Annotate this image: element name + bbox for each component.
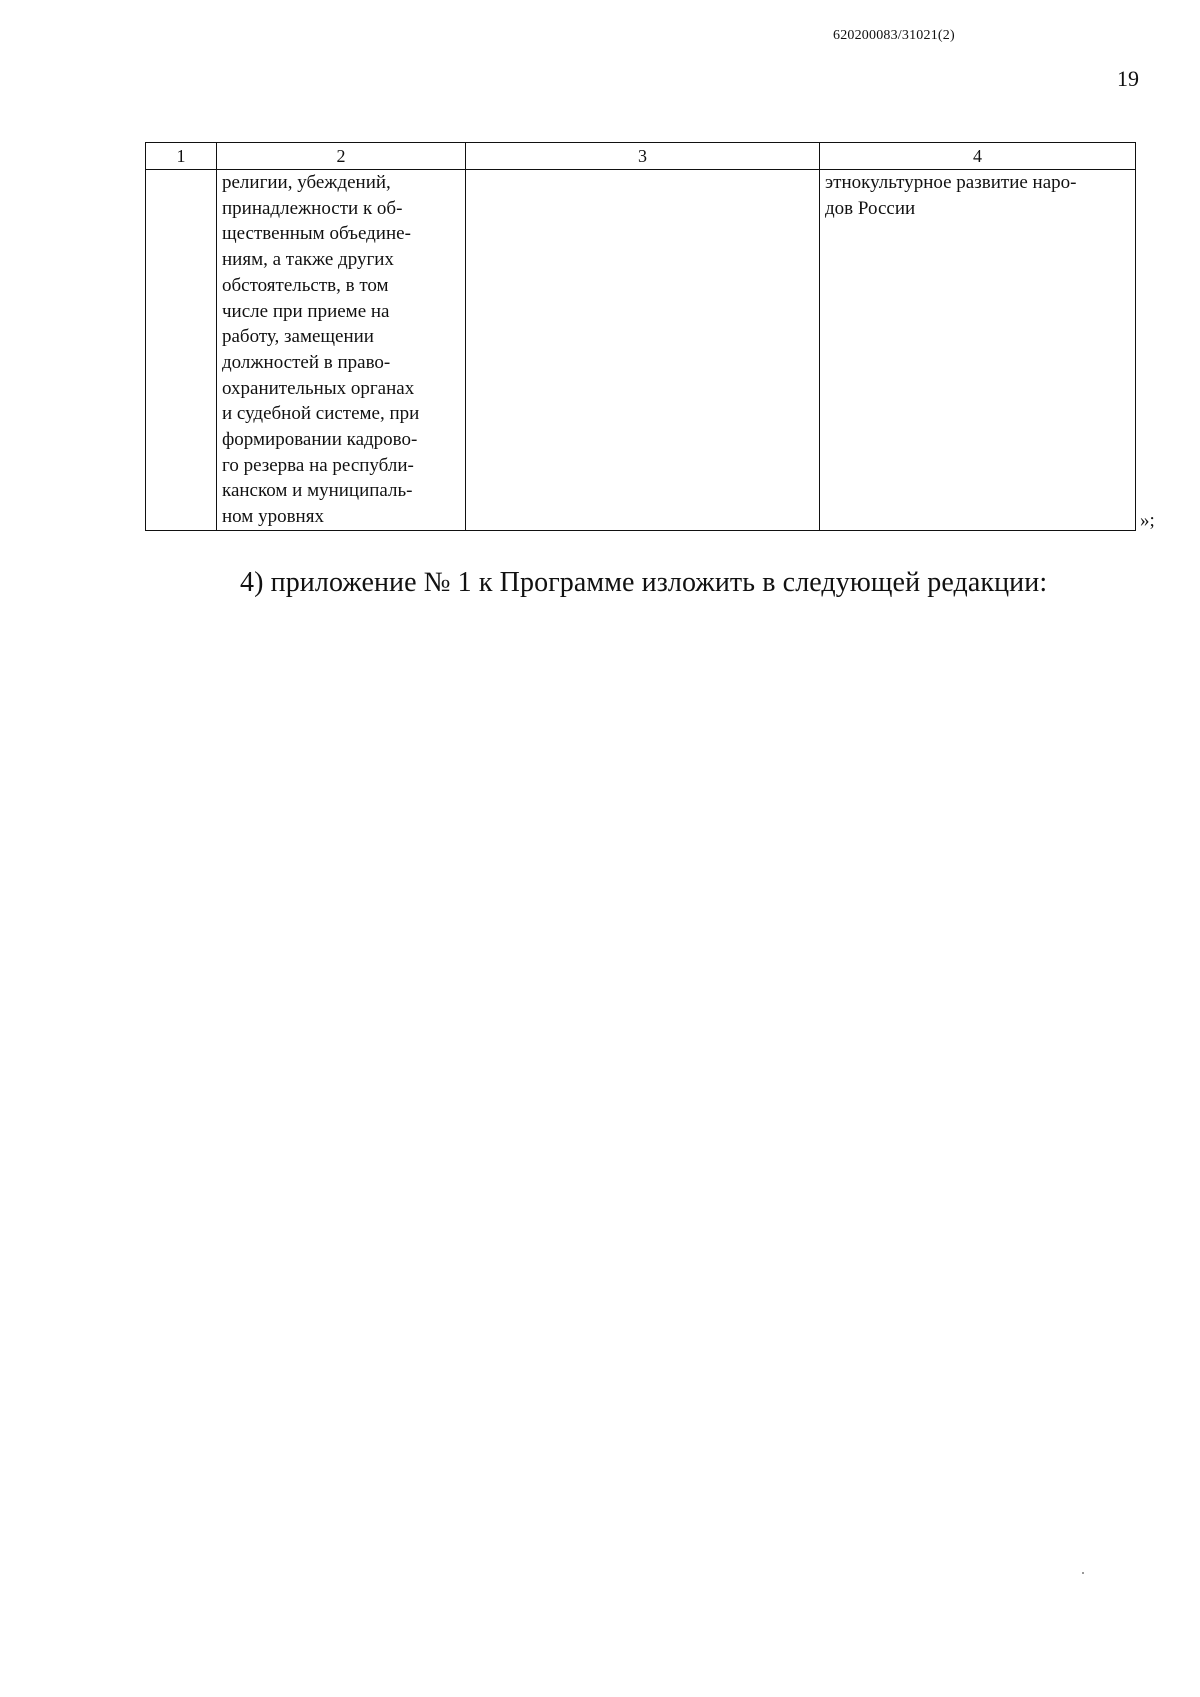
column-header-2: 2 — [217, 143, 466, 170]
cell-col-1 — [146, 170, 217, 531]
column-header-3: 3 — [466, 143, 820, 170]
continuation-table-wrapper — [145, 142, 1135, 531]
cell-col-4 — [820, 170, 1136, 531]
cell-col-4-text: этнокультурное развитие наро- дов России — [825, 172, 1077, 219]
table-header-row — [146, 143, 1136, 170]
body-paragraph: 4) приложение № 1 к Программе изложить в следующей редакции: — [240, 567, 1048, 598]
continuation-table — [145, 142, 1136, 531]
column-header-4: 4 — [820, 143, 1136, 170]
table-row — [146, 170, 1136, 531]
column-header-1: 1 — [146, 143, 217, 170]
cell-col-2-text: религии, убеждений, принадлежности к об- щественным объедине- ниям, а также других обстоятельств, в том числе при приеме на работу, замещении должностей в право- охранительных органах и судебной системе, при формировании кадрово- го резерва на республи- канском и муниципаль- ном уровнях — [222, 172, 420, 528]
closing-quote-mark: »; — [1140, 510, 1155, 531]
cell-col-3 — [466, 170, 820, 531]
cell-col-2 — [217, 170, 466, 531]
page-number: 19 — [1117, 66, 1139, 91]
document-id: 620200083/31021(2) — [833, 28, 955, 43]
scan-speck — [1082, 1572, 1084, 1574]
